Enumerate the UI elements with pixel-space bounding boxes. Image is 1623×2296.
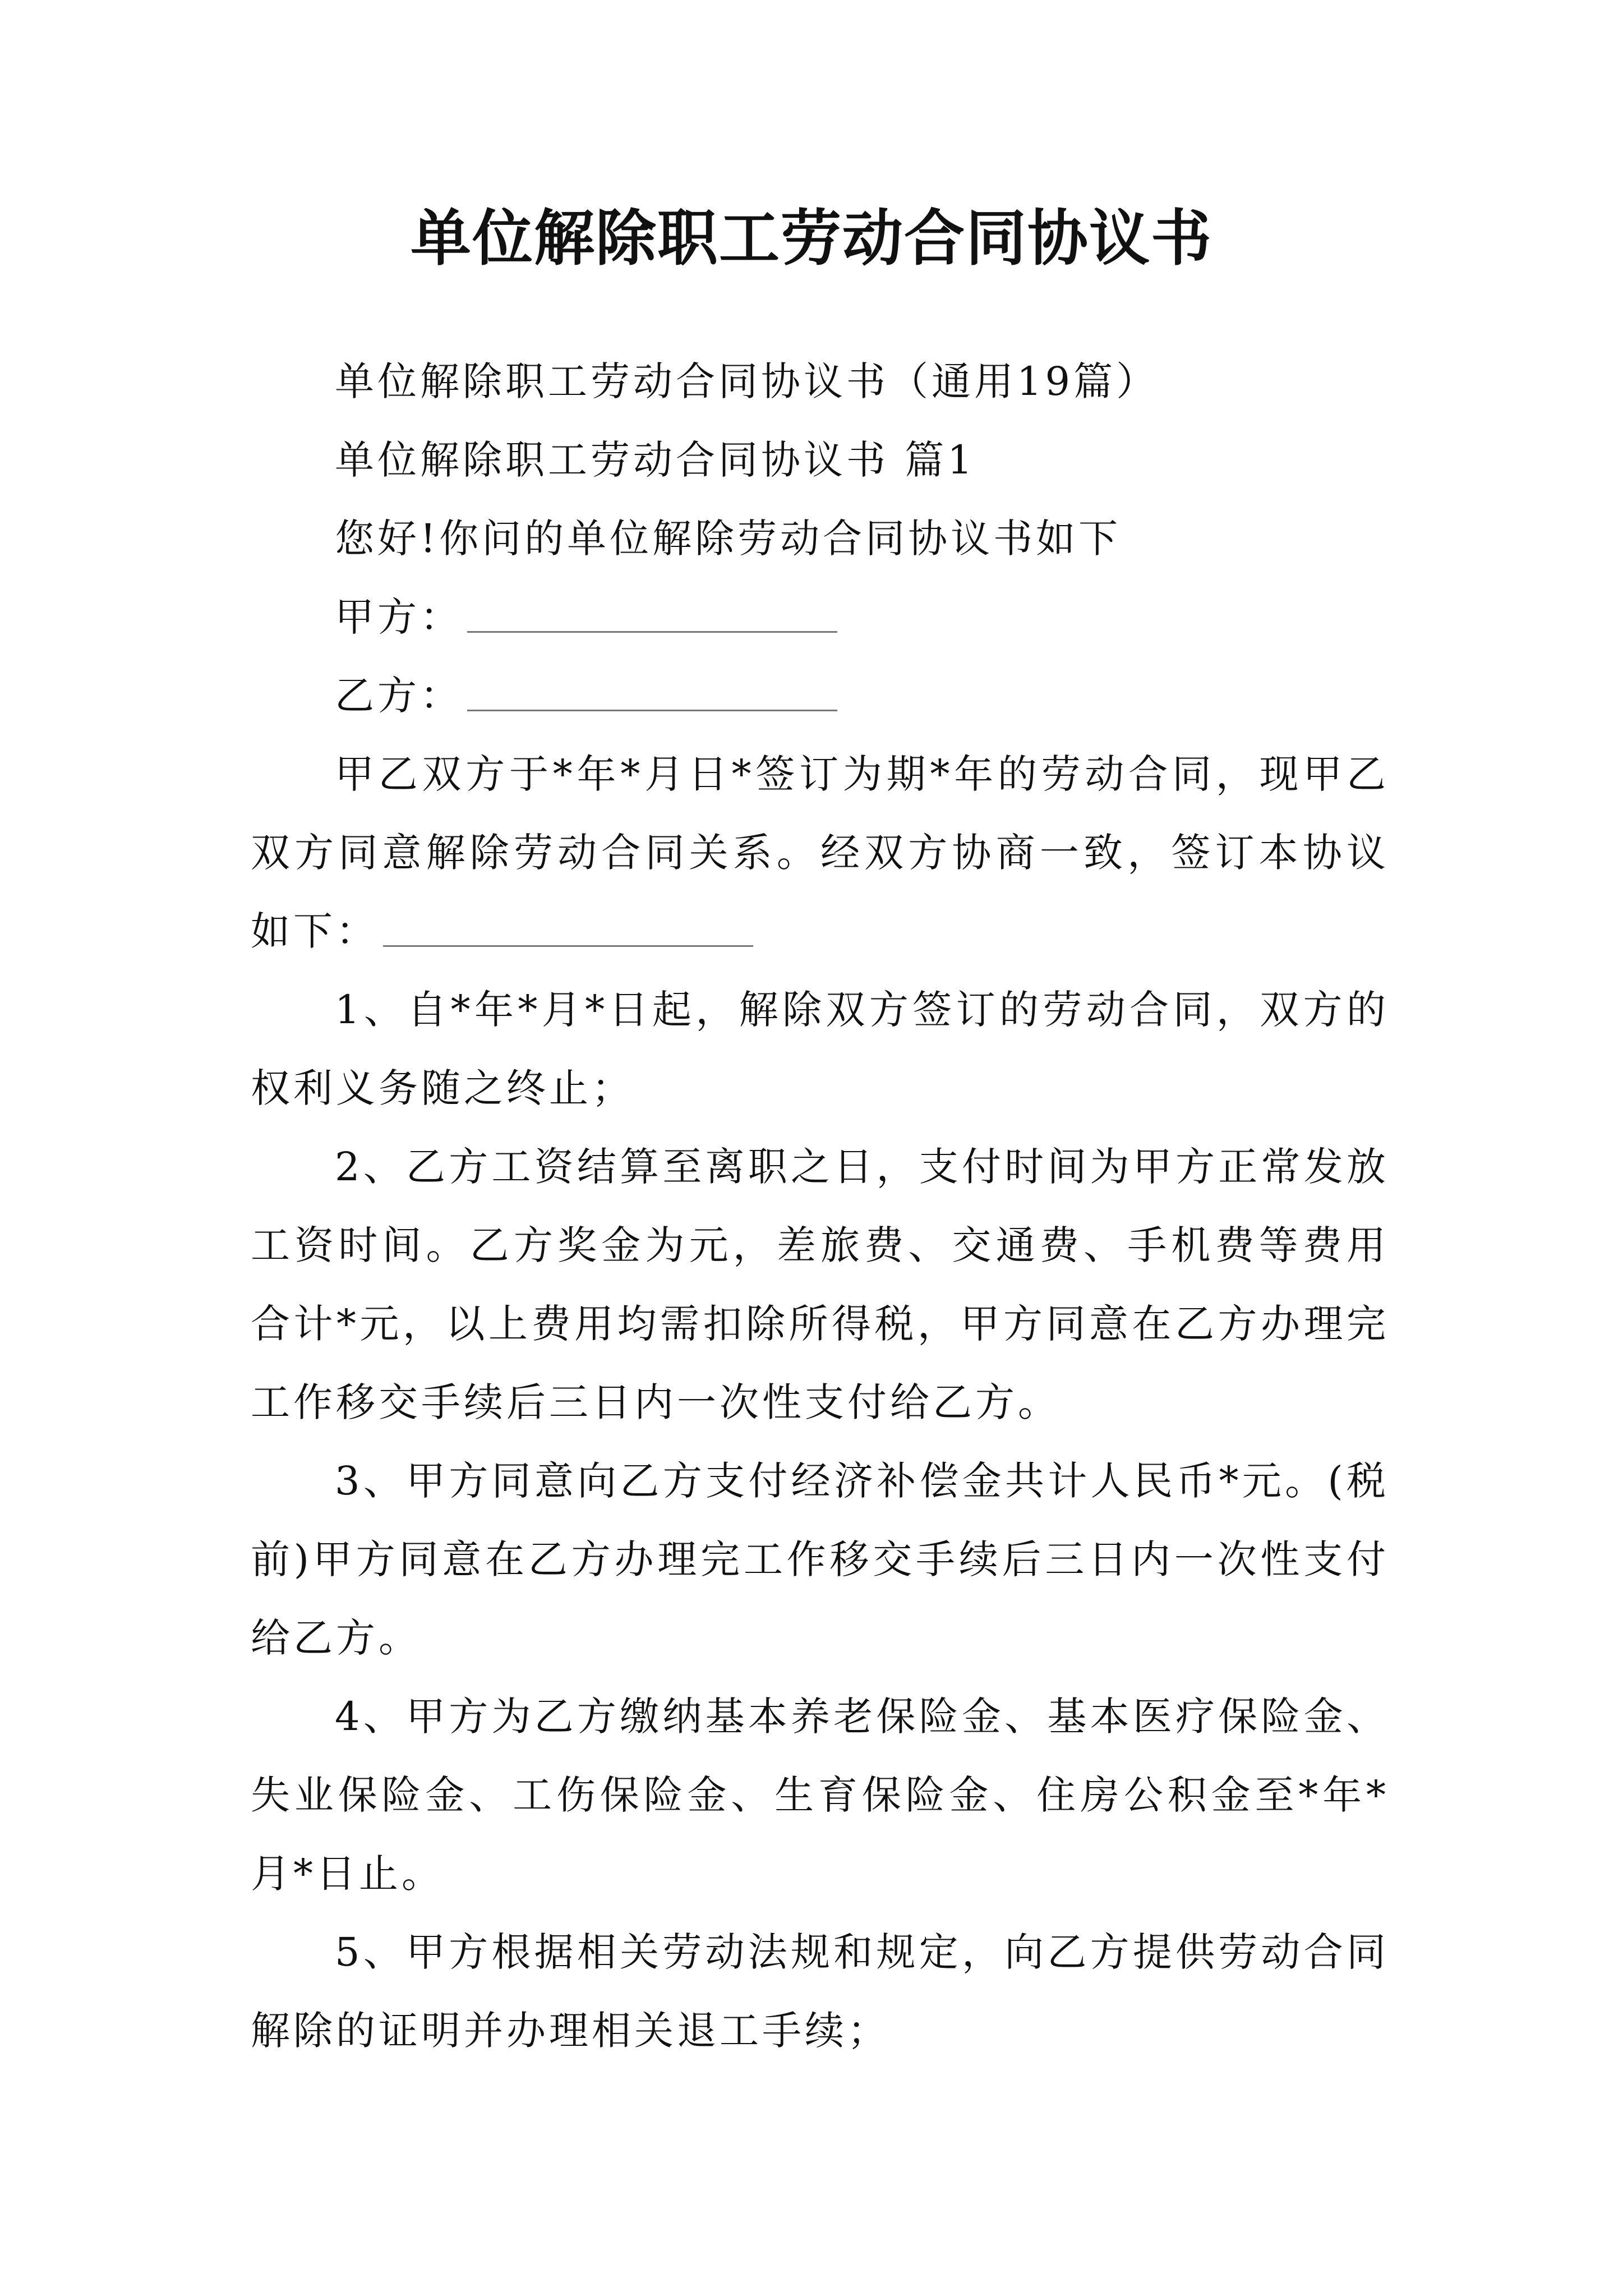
intro-text: 甲乙双方于*年*月日*签订为期*年的劳动合同，现甲乙双方同意解除劳动合同关系。经双方协商一致，签订本协议如下： [251, 751, 1389, 954]
party-a-label: 甲方： [335, 594, 463, 640]
item-3-paragraph: 3、甲方同意向乙方支付经济补偿金共计人民币*元。(税前)甲方同意在乙方办理完工作移交手续后三日内一次性支付给乙方。 [251, 1458, 1389, 1661]
item-1-paragraph: 1、自*年*月*日起，解除双方签订的劳动合同，双方的权利义务随之终止； [251, 987, 1389, 1111]
item-2-paragraph: 2、乙方工资结算至离职之日，支付时间为甲方正常发放工资时间。乙方奖金为元，差旅费、交通费、手机费等费用合计*元，以上费用均需扣除所得税，甲方同意在乙方办理完工作移交手续后三日内一次性支付给乙方。 [251, 1144, 1389, 1425]
intro-paragraph [251, 735, 1389, 970]
item-5-paragraph: 5、甲方根据相关劳动法规和规定，向乙方提供劳动合同解除的证明并办理相关退工手续； [251, 1929, 1389, 2054]
party-b-label: 乙方： [335, 673, 463, 719]
greeting-paragraph: 您好!你问的单位解除劳动合同协议书如下 [335, 516, 1122, 562]
document-body [251, 342, 1389, 2070]
document-title: 单位解除职工劳动合同协议书 [410, 203, 1212, 274]
party-b-line [251, 656, 1389, 735]
item-4-paragraph: 4、甲方为乙方缴纳基本养老保险金、基本医疗保险金、失业保险金、工伤保险金、生育保险金、住房公积金至*年*月*日止。 [251, 1694, 1389, 1897]
party-a-line [251, 578, 1389, 656]
subtitle-paragraph: 单位解除职工劳动合同协议书（通用19篇） [335, 358, 1159, 404]
party-b-blank-line [467, 707, 837, 711]
section-heading: 单位解除职工劳动合同协议书 篇1 [335, 437, 976, 483]
intro-blank-line [383, 943, 753, 947]
party-a-blank-line [467, 629, 837, 633]
